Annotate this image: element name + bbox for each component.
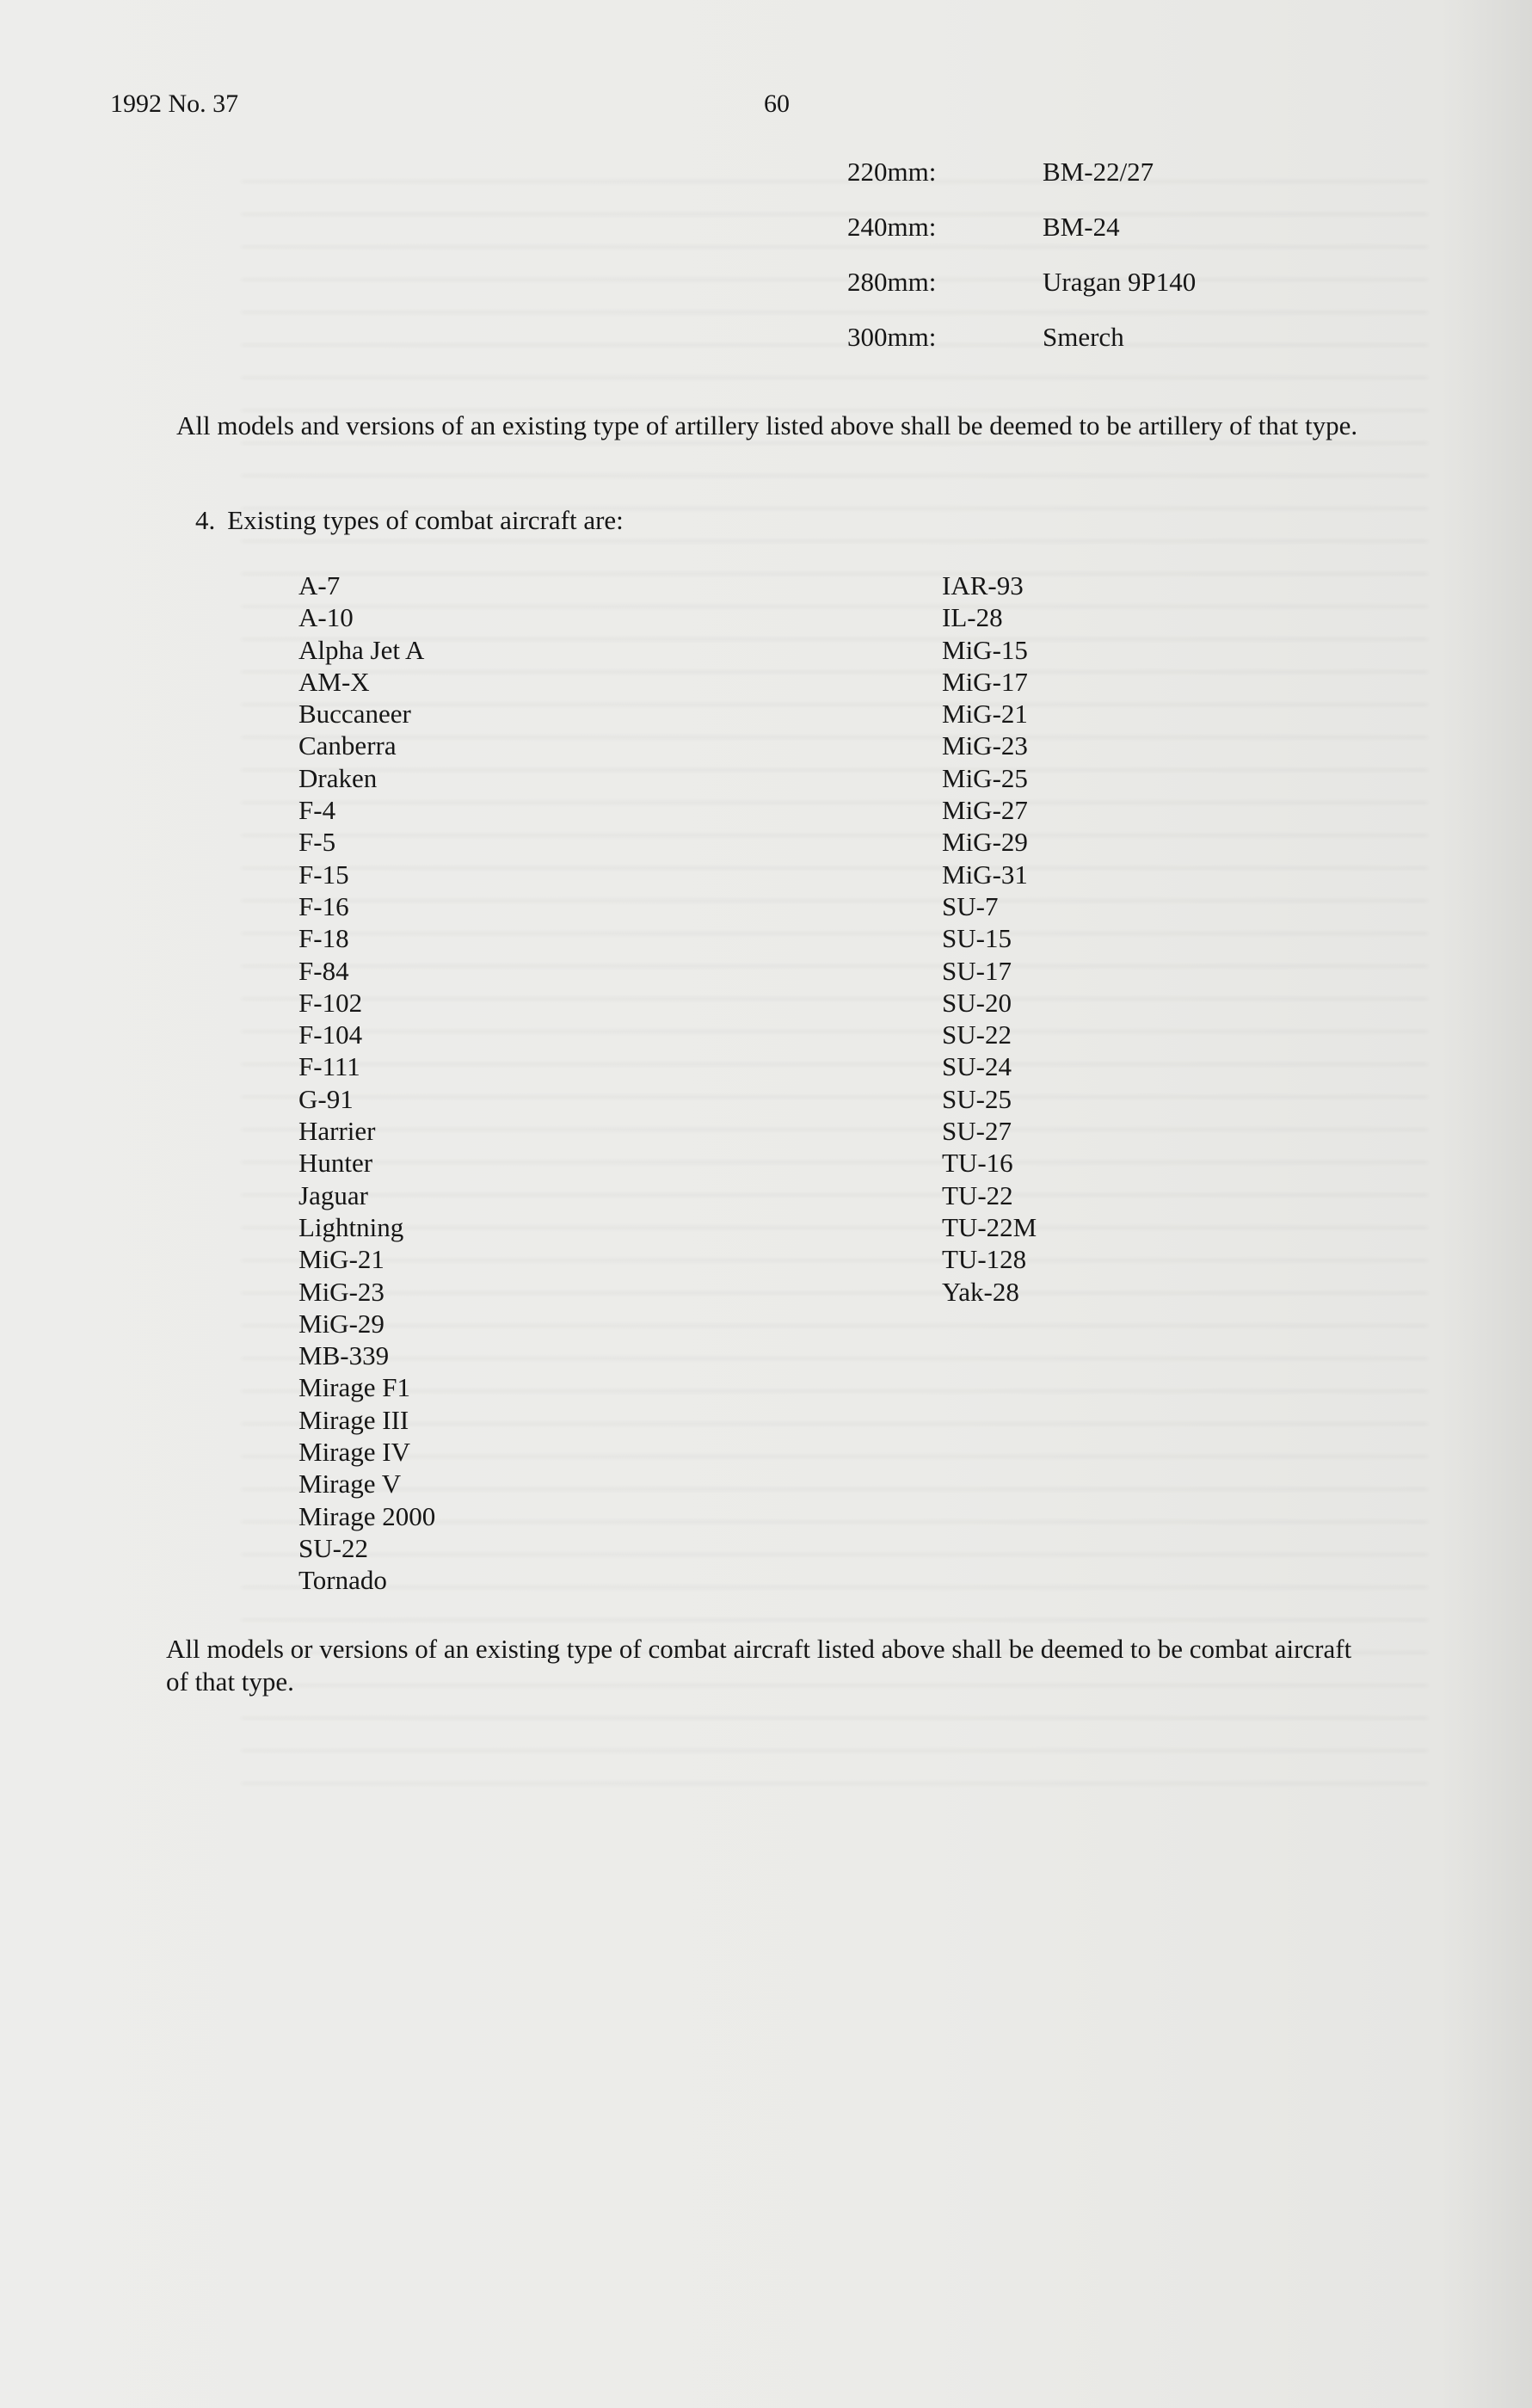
artillery-note: All models and versions of an existing type of artillery listed above shall be deemed to be artillery of that type.: [176, 410, 1358, 440]
artillery-system: BM-24: [1043, 212, 1120, 242]
calibre: 220mm:: [847, 157, 937, 187]
calibre: 280mm:: [847, 267, 937, 297]
aircraft-type: Harrier: [298, 1116, 376, 1147]
aircraft-type: MiG-25: [942, 762, 1028, 793]
aircraft-type: Canberra: [298, 730, 397, 761]
aircraft-list-right: [942, 570, 1037, 1308]
aircraft-type: F-5: [298, 827, 336, 858]
section-4-heading: [195, 505, 624, 536]
page-number: 60: [764, 89, 790, 118]
aircraft-type: F-16: [298, 890, 349, 921]
aircraft-note: All models or versions of an existing type of combat aircraft listed above shall be deemed to be combat aircraft of that type.: [166, 1634, 1352, 1697]
aircraft-type: TU-22: [942, 1179, 1013, 1210]
aircraft-type: SU-15: [942, 923, 1012, 954]
aircraft-type: IAR-93: [942, 570, 1024, 600]
aircraft-type: F-18: [298, 923, 349, 954]
artillery-system: Smerch: [1043, 322, 1124, 352]
aircraft-type: F-4: [298, 795, 336, 826]
aircraft-type: Mirage V: [298, 1469, 402, 1500]
artillery-system: BM-22/27: [1043, 157, 1154, 187]
aircraft-type: SU-17: [942, 955, 1012, 986]
aircraft-type: SU-25: [942, 1083, 1012, 1114]
statute-reference: 1992 No. 37: [110, 89, 239, 118]
aircraft-type: Yak-28: [942, 1276, 1019, 1307]
calibre: 240mm:: [847, 212, 937, 242]
aircraft-type: G-91: [298, 1083, 354, 1114]
aircraft-type: SU-24: [942, 1051, 1012, 1082]
aircraft-type: Tornado: [298, 1565, 387, 1596]
aircraft-type: MiG-29: [298, 1308, 385, 1339]
aircraft-type: Alpha Jet A: [298, 634, 425, 665]
aircraft-type: Draken: [298, 762, 378, 793]
aircraft-type: MiG-31: [942, 859, 1028, 890]
aircraft-type: F-15: [298, 859, 349, 890]
aircraft-type: Buccaneer: [298, 699, 411, 730]
aircraft-type: AM-X: [298, 666, 370, 697]
aircraft-list-left: [298, 570, 435, 1597]
aircraft-type: F-104: [298, 1019, 363, 1050]
aircraft-type: MB-339: [298, 1340, 390, 1371]
aircraft-type: F-111: [298, 1051, 360, 1082]
aircraft-type: Jaguar: [298, 1179, 368, 1210]
aircraft-type: SU-22: [298, 1532, 368, 1563]
aircraft-type: SU-7: [942, 890, 999, 921]
aircraft-type: Mirage IV: [298, 1437, 410, 1468]
aircraft-type: Mirage III: [298, 1404, 409, 1435]
aircraft-type: MiG-27: [942, 795, 1028, 826]
section-number: 4.: [195, 505, 216, 535]
aircraft-type: MiG-17: [942, 666, 1028, 697]
aircraft-type: Lightning: [298, 1211, 404, 1242]
aircraft-type: F-102: [298, 987, 363, 1018]
aircraft-type: Mirage F1: [298, 1372, 411, 1403]
calibre: 300mm:: [847, 322, 937, 352]
aircraft-type: MiG-15: [942, 634, 1028, 665]
aircraft-type: SU-20: [942, 987, 1012, 1018]
artillery-system: Uragan 9P140: [1043, 267, 1197, 297]
aircraft-type: Mirage 2000: [298, 1500, 436, 1531]
aircraft-type: TU-16: [942, 1148, 1013, 1179]
aircraft-type: SU-22: [942, 1019, 1012, 1050]
aircraft-type: MiG-21: [942, 699, 1028, 730]
aircraft-type: IL-28: [942, 602, 1003, 633]
aircraft-type: MiG-23: [942, 730, 1028, 761]
section-title: Existing types of combat aircraft are:: [227, 505, 624, 535]
aircraft-type: TU-22M: [942, 1211, 1037, 1242]
aircraft-type: A-10: [298, 602, 354, 633]
aircraft-type: A-7: [298, 570, 341, 600]
aircraft-type: MiG-21: [298, 1244, 385, 1275]
aircraft-type: F-84: [298, 955, 349, 986]
aircraft-type: MiG-29: [942, 827, 1028, 858]
aircraft-type: Hunter: [298, 1148, 373, 1179]
aircraft-type: TU-128: [942, 1244, 1027, 1275]
aircraft-type: MiG-23: [298, 1276, 385, 1307]
aircraft-type: SU-27: [942, 1116, 1012, 1147]
